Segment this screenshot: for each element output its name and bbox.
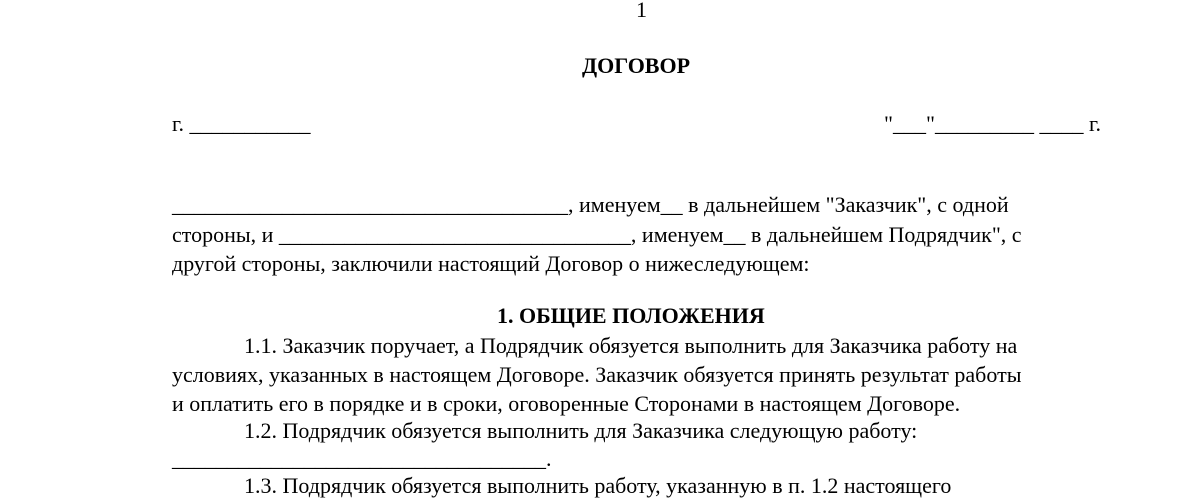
- clause-1-1-line: условиях, указанных в настоящем Договоре. Заказчик обязуется принять результат работы: [172, 362, 1022, 387]
- clause-1-2-line: 1.2. Подрядчик обязуется выполнить для Заказчика следующую работу:: [244, 418, 918, 443]
- section-heading: 1. ОБЩИЕ ПОЛОЖЕНИЯ: [497, 303, 765, 328]
- clause-1-2-blank: __________________________________.: [172, 446, 552, 471]
- city-field: г. ___________: [172, 111, 311, 136]
- clause-1-1-line: 1.1. Заказчик поручает, а Подрядчик обязуется выполнить для Заказчика работу на: [244, 333, 1018, 358]
- date-field: "___"_________ ____ г.: [884, 111, 1102, 136]
- clause-1-1-line: и оплатить его в порядке и в сроки, оговоренные Сторонами в настоящем Договоре.: [172, 391, 961, 416]
- preamble-line: другой стороны, заключили настоящий Договор о нижеследующем:: [172, 251, 810, 276]
- preamble-line: ____________________________________, именуем__ в дальнейшем "Заказчик", с одной: [172, 192, 1009, 217]
- clause-1-3-line: 1.3. Подрядчик обязуется выполнить работу, указанную в п. 1.2 настоящего: [244, 473, 952, 498]
- preamble-line: стороны, и ________________________________, именуем__ в дальнейшем Подрядчик", с: [172, 222, 1022, 247]
- document-title: ДОГОВОР: [582, 53, 691, 78]
- page-number: 1: [636, 0, 647, 22]
